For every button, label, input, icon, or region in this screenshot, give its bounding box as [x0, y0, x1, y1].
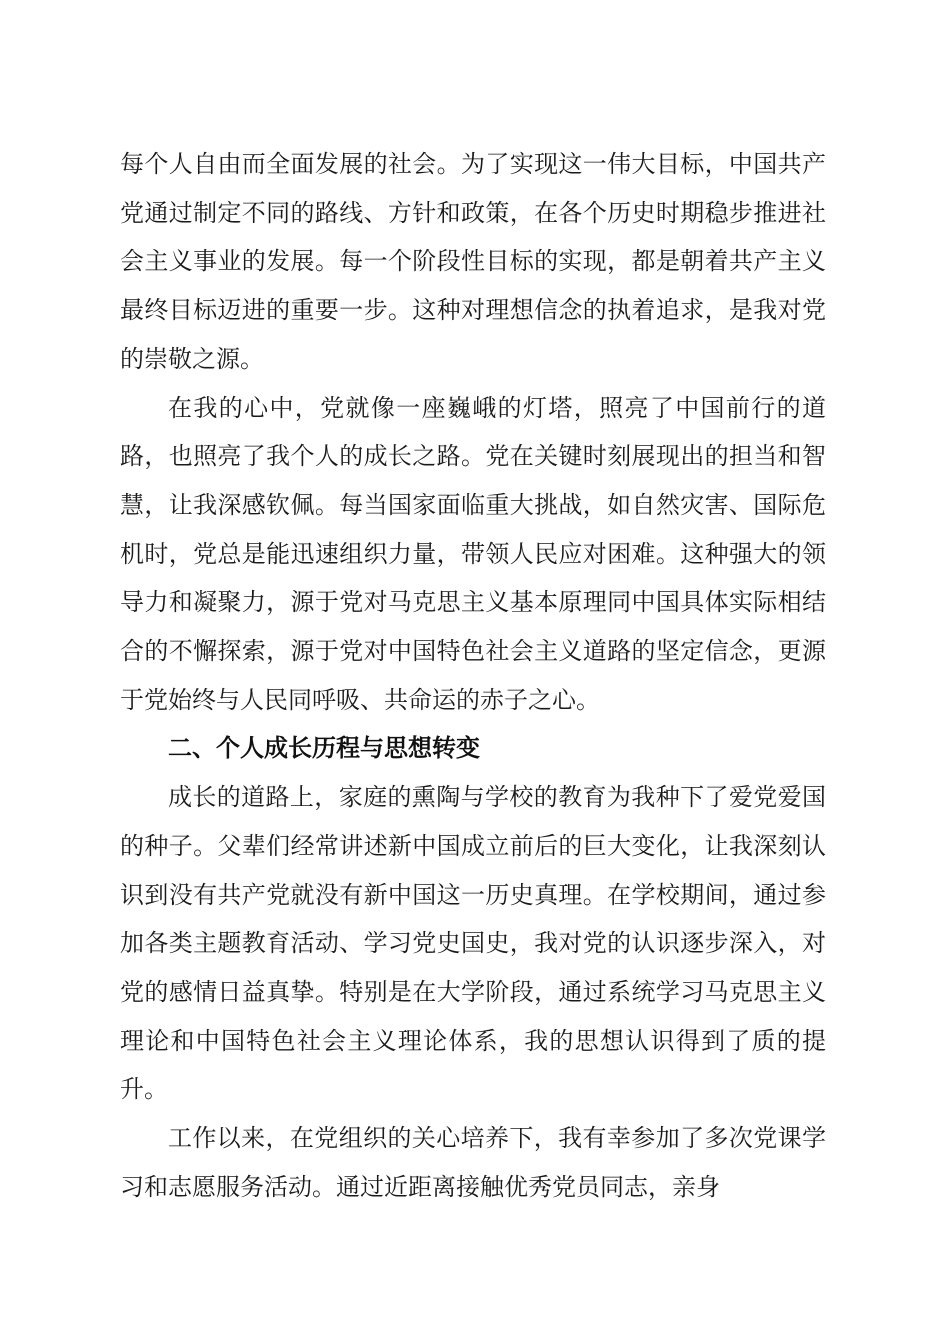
paragraph-continued: 每个人自由而全面发展的社会。为了实现这一伟大目标，中国共产党通过制定不同的路线、方针和政策，在各个历史时期稳步推进社会主义事业的发展。每一个阶段性目标的实现，都是朝着共产主义最终目标迈进的重要一步。这种对理想信念的执着追求，是我对党的崇敬之源。: [120, 150, 826, 373]
section-heading: 二、个人成长历程与思想转变: [168, 734, 480, 763]
document-body: [120, 140, 826, 1211]
paragraph-lighthouse: 在我的心中，党就像一座巍峨的灯塔，照亮了中国前行的道路，也照亮了我个人的成长之路。党在关键时刻展现出的担当和智慧，让我深感钦佩。每当国家面临重大挑战，如自然灾害、国际危机时，党总是能迅速组织力量，带领人民应对困难。这种强大的领导力和凝聚力，源于党对马克思主义基本原理同中国具体实际相结合的不懈探索，源于党对中国特色社会主义道路的坚定信念，更源于党始终与人民同呼吸、共命运的赤子之心。: [120, 393, 826, 714]
paragraph-work: 工作以来，在党组织的关心培养下，我有幸参加了多次党课学习和志愿服务活动。通过近距离接触优秀党员同志，亲身: [120, 1124, 826, 1201]
paragraph-growth: 成长的道路上，家庭的熏陶与学校的教育为我种下了爱党爱国的种子。父辈们经常讲述新中国成立前后的巨大变化，让我深刻认识到没有共产党就没有新中国这一历史真理。在学校期间，通过参加各类主题教育活动、学习党史国史，我对党的认识逐步深入，对党的感情日益真挚。特别是在大学阶段，通过系统学习马克思主义理论和中国特色社会主义理论体系，我的思想认识得到了质的提升。: [120, 783, 826, 1104]
